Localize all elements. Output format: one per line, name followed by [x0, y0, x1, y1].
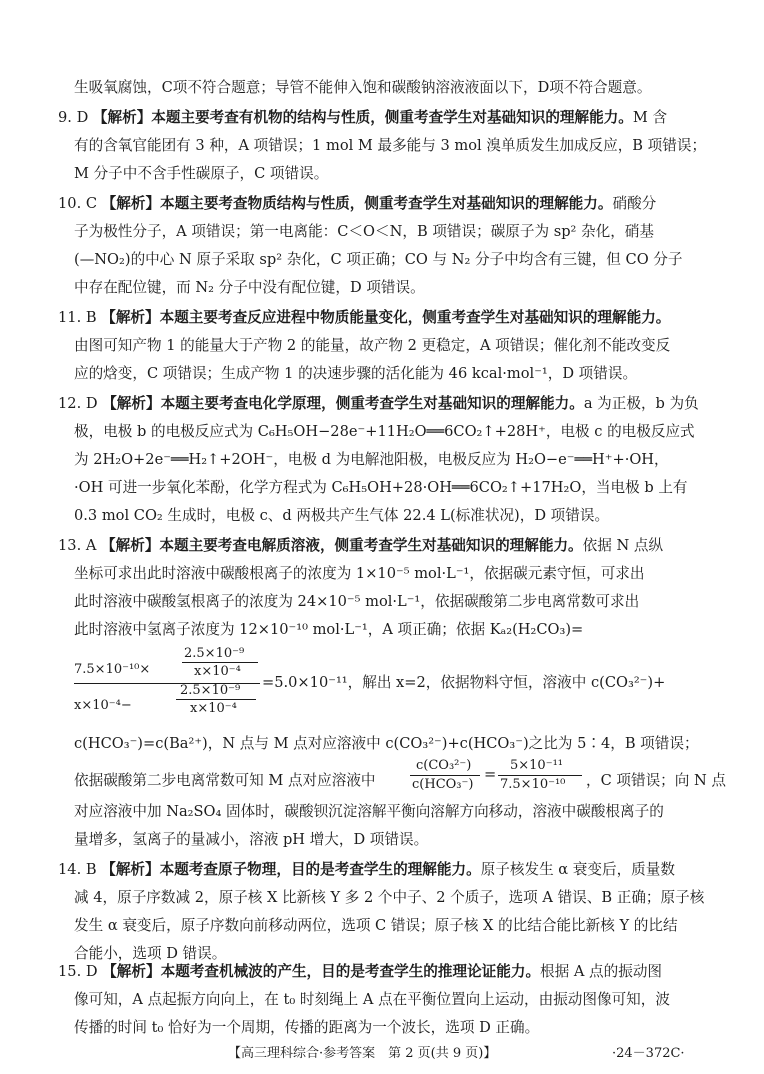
q15-number: 15. D [58, 963, 98, 980]
q14-tag: 【解析】 [101, 861, 160, 878]
q12-line5: 0.3 mol CO₂ 生成时，电极 c、d 两极共产生气体 22.4 L(标准状况)，D 项错误。 [74, 507, 610, 524]
l7-frac1-bot: c(HCO₃⁻) [412, 777, 474, 792]
q13-line6: c(HCO₃⁻)=c(Ba²⁺)，N 点与 M 点对应溶液中 c(CO₃²⁻)+c(HCO₃⁻)之比为 5∶4，B 项错误； [74, 735, 699, 752]
q14-line1 [58, 860, 675, 880]
q9-line3: M 分子中不含手性碳原子，C 项错误。 [74, 165, 329, 182]
q14-bold: 本题考查原子物理，目的是考查学生的理解能力。 [159, 861, 481, 878]
q15-line3: 传播的时间 t₀ 恰好为一个周期，传播的距离为一个波长，选项 D 正确。 [74, 1019, 540, 1036]
q12-bold: 本题主要考查电化学原理，侧重考查学生对基础知识的理解能力。 [160, 395, 584, 412]
q15-line2: 像可知，A 点起振方向向上，在 t₀ 时刻绳上 A 点在平衡位置向上运动，由振动图像可知，波 [74, 991, 670, 1008]
frac-num-inner-bot: x×10⁻⁴ [194, 664, 241, 679]
q13-bold: 本题主要考查电解质溶液，侧重考查学生对基础知识的理解能力。 [159, 537, 583, 554]
q15-line1 [58, 962, 662, 982]
q10-line2: 子为极性分子，A 项错误；第一电离能：C＜O＜N，B 项错误；碳原子为 sp² 杂化，硝基 [74, 223, 654, 240]
q9-line2: 有的含氧官能团有 3 种，A 项错误；1 mol M 最多能与 3 mol 溴单质发生加成反应，B 项错误； [74, 137, 707, 154]
q11-line2: 由图可知产物 1 的能量大于产物 2 的能量，故产物 2 更稳定，A 项错误；催化剂不能改变反 [74, 337, 671, 354]
q14-line2: 减 4，原子序数减 2，原子核 X 比新核 Y 多 2 个中子、2 个质子，选项 A 错误、B 正确；原子核 [74, 889, 705, 906]
q11-number: 11. B [58, 309, 97, 326]
q12-line3: 为 2H₂O+2e⁻══H₂↑+2OH⁻，电极 d 为电解池阳极，电极反应为 H₂O−e⁻══H⁺+·OH， [74, 451, 669, 468]
q13-line3: 此时溶液中碳酸氢根离子的浓度为 24×10⁻⁵ mol·L⁻¹，依据碳酸第二步电离常数可求出 [74, 593, 640, 610]
q9-line1 [58, 108, 667, 128]
q15-bold: 本题考查机械波的产生，目的是考查学生的推理论证能力。 [160, 963, 541, 980]
q11-line3: 应的焓变，C 项错误；生成产物 1 的决速步骤的活化能为 46 kcal·mol⁻¹，D 项错误。 [74, 365, 638, 382]
q11-bold: 本题主要考查反应进程中物质能量变化，侧重考查学生对基础知识的理解能力。 [159, 309, 671, 326]
q12-line4: ·OH 可进一步氧化苯酚，化学方程式为 C₆H₅OH+28·OH══6CO₂↑+17H₂O，当电极 b 上有 [74, 479, 688, 496]
q13-line7-lead: 依据碳酸第二步电离常数可知 M 点对应溶液中 [74, 772, 376, 789]
frac-den-inner-bot: x×10⁻⁴ [190, 701, 237, 716]
q9-tail: M 含 [632, 109, 668, 126]
l7-frac2-bot: 7.5×10⁻¹⁰ [500, 777, 566, 792]
footer-right: ·24－372C· [612, 1046, 685, 1061]
q10-number: 10. C [58, 195, 98, 212]
frac-den-inner-top: 2.5×10⁻⁹ [180, 683, 241, 698]
footer-center: 【高三理科综合·参考答案 第 2 页(共 9 页)】 [228, 1046, 497, 1061]
q13-tag: 【解析】 [101, 537, 160, 554]
q14-line3: 发生 α 衰变后，原子序数向前移动两位，选项 C 错误；原子核 X 的比结合能比新核 Y 的比结 [74, 917, 678, 934]
q12-line1 [58, 394, 699, 414]
q15-tag: 【解析】 [102, 963, 161, 980]
l7-tail: ，C 项错误；向 N 点 [586, 772, 727, 789]
q13-line8: 对应溶液中加 Na₂SO₄ 固体时，碳酸钡沉淀溶解平衡向溶解方向移动，溶液中碳酸根离子的 [74, 803, 664, 820]
q9-tag: 【解析】 [92, 109, 152, 126]
q10-line4: 中存在配位键，而 N₂ 分子中没有配位键，D 项错误。 [74, 279, 425, 296]
q10-line3: (—NO₂)的中心 N 原子采取 sp² 杂化，C 项正确；CO 与 N₂ 分子中均含有三键，但 CO 分子 [74, 251, 683, 268]
q12-tag: 【解析】 [102, 395, 161, 412]
l7-equals: = [484, 766, 497, 783]
frac-num-a: 7.5×10⁻¹⁰× [74, 662, 151, 677]
q9-bold: 本题主要考查有机物的结构与性质，侧重考查学生对基础知识的理解能力。 [151, 109, 633, 126]
q9-number: 9. D [58, 109, 89, 126]
q12-line2: 极，电极 b 的电极反应式为 C₆H₅OH−28e⁻+11H₂O══6CO₂↑+28H⁺，电极 c 的电极反应式 [74, 423, 695, 440]
l7-frac1-top: c(CO₃²⁻) [416, 758, 472, 773]
l7-frac2-top: 5×10⁻¹¹ [510, 758, 563, 773]
frac-num-inner-top: 2.5×10⁻⁹ [184, 646, 245, 661]
q13-line2: 坐标可求出此时溶液中碳酸根离子的浓度为 1×10⁻⁵ mol·L⁻¹，依据碳元素守恒，可求出 [74, 565, 645, 582]
q11-tag: 【解析】 [101, 309, 160, 326]
q11-line1 [58, 308, 670, 328]
intro-line: 生吸氧腐蚀，C项不符合题意；导管不能伸入饱和碳酸钠溶液液面以下，D项不符合题意。 [74, 79, 652, 96]
q13-line1 [58, 536, 663, 556]
q13-tail: 依据 N 点纵 [582, 537, 664, 554]
q13-line9: 量增多，氢离子的量减小，溶液 pH 增大，D 项错误。 [74, 831, 429, 848]
q14-number: 14. B [58, 861, 97, 878]
q13-line4: 此时溶液中氢离子浓度为 12×10⁻¹⁰ mol·L⁻¹，A 项正确；依据 Kₐ₂(H₂CO₃)= [74, 621, 584, 638]
q12-tail: a 为正极，b 为负 [583, 395, 699, 412]
q10-bold: 本题主要考查物质结构与性质，侧重考查学生对基础知识的理解能力。 [160, 195, 613, 212]
frac-num-inner-line [182, 662, 258, 663]
frac-result: =5.0×10⁻¹¹，解出 x=2，依据物料守恒，溶液中 c(CO₃²⁻)+ [262, 674, 666, 691]
q10-tag: 【解析】 [101, 195, 161, 212]
l7-frac2-line [498, 775, 582, 776]
q15-tail: 根据 A 点的振动图 [540, 963, 663, 980]
l7-frac1-line [410, 775, 480, 776]
q13-number: 13. A [58, 537, 97, 554]
q10-tail: 硝酸分 [612, 195, 657, 212]
frac-den-a: x×10⁻⁴− [74, 698, 132, 713]
q10-line1 [58, 194, 656, 214]
q14-tail: 原子核发生 α 衰变后，质量数 [480, 861, 675, 878]
frac-den-inner-line [176, 699, 256, 700]
q12-number: 12. D [58, 395, 98, 412]
q14-line4: 合能小，选项 D 错误。 [74, 945, 227, 962]
